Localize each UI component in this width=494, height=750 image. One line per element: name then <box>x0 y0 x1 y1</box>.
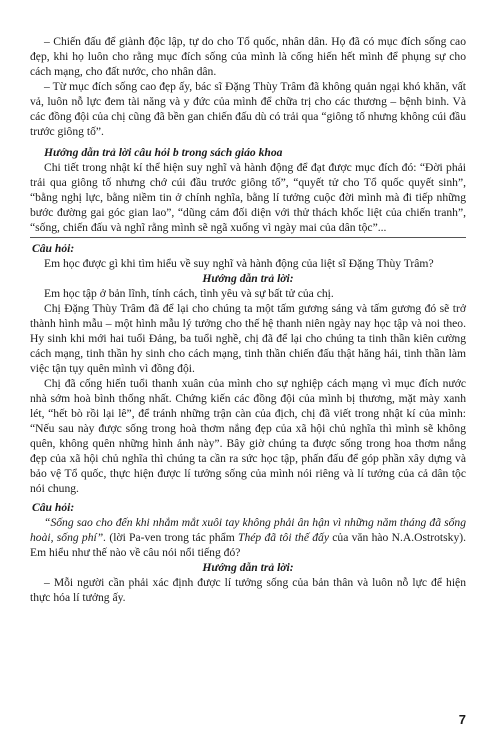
question-text: Em học được gì khi tìm hiểu về suy nghĩ và hành động của liệt sĩ Đặng Thùy Trâm? <box>44 257 434 270</box>
answer-guide-heading-2: Hướng dẫn trả lời: <box>202 561 294 574</box>
quote-source-after: của văn hào N.A.Ostrotsky). Em hiểu như thế nào về câu nói nổi tiếng đó? <box>30 531 466 559</box>
heading-guide-question-b: Hướng dẫn trả lời câu hỏi b trong sách giáo khoa <box>44 146 283 159</box>
answer-paragraph-2: Chị Đặng Thùy Trâm đã để lại cho chúng ta một tấm gương sáng và tấm gương đó sẽ trở thành hình mẫu – một hình mẫu lý tưởng cho thế hệ thanh niên ngày nay học tập và noi theo. Hy sinh khi mới hai tuổi Đảng, ba tuổi nghề, chị đã để lại cho chúng ta tinh thần kiên cường cách mạng, tinh thần hy sinh cho cách mạng, tinh thần chiến đấu thật hăng hái, tinh thần làm việc tận tụy quên mình vì đồng đội. <box>30 302 466 375</box>
page-number: 7 <box>458 712 466 727</box>
famous-quote: “Sống sao cho đến khi nhắm mắt xuôi tay không phải ân hận vì những năm tháng đã sống hoài, sống phí”. <box>30 516 466 544</box>
paragraph-doctor-dang-thuy-tram: – Từ mục đích sống cao đẹp ấy, bác sĩ Đặng Thùy Trâm đã không quản ngại khó khăn, vất vả, luôn nỗ lực đem tài năng và y đức của mình để chữa trị cho các thương – bệnh binh. Và các đồng đội của chị cũng đã bền gan chiến đấu dù có trải qua “giông tố nhưng không cúi đầu trước giông tố”. <box>30 80 466 138</box>
book-title: Thép đã tôi thế đấy <box>238 531 329 544</box>
paragraph-fight-for-independence: – Chiến đấu để giành độc lập, tự do cho Tổ quốc, nhân dân. Họ đã có mục đích sống cao đẹp, khi họ luôn cho rằng mục đích sống của mình là cống hiến hết mình để phụng sự cho cách mạng, cho đất nước, cho nhân dân. <box>30 35 466 78</box>
divider-line <box>30 237 466 238</box>
question-label-2: Câu hỏi: <box>32 501 75 514</box>
answer-paragraph-1: Em học tập ở bản lĩnh, tính cách, tình yêu và sự bất tử của chị. <box>44 287 334 300</box>
answer-guide-heading: Hướng dẫn trả lời: <box>202 272 294 285</box>
question-quote-paragraph <box>30 515 466 560</box>
question-label: Câu hỏi: <box>32 242 75 255</box>
answer-paragraph-3: Chị đã cống hiến tuổi thanh xuân của mình cho sự nghiệp cách mạng vì mục đích nước nhà sớm hoà bình thống nhất. Chứng kiến các đồng đội của mình bị thương, mặt mày xanh lét, “hết bò rồi lại lê”, để tránh những trận càn của địch, chị đã viết trong nhật kí của mình: “Nếu sau này được sống trong hoà thơm nắng đẹp của xã hội chủ nghĩa thì mình sẽ không quên, không quên những hình ảnh này”. Bây giờ chúng ta được sống trong hoa thơm nắng đẹp của xã hội chủ nghĩa thì chúng ta cần ra sức học tập, phấn đấu để góp phần xây dựng và bảo vệ Tổ quốc, thực hiện được lí tưởng sống của mình nói riêng và lí tưởng của cả dân tộc nói chung. <box>30 377 466 495</box>
paragraph-diary-details: Chi tiết trong nhật kí thể hiện suy nghĩ và hành động để đạt được mục đích đó: “Đời phải trải qua giông tố nhưng chớ cúi đầu trước giông tố”, “quyết tử cho Tổ quốc quyết sinh”, “bằng nghị lực, bằng niềm tin ở chính nghĩa, bằng lí tưởng cuộc đời mình mà đi tiếp những bước đường gai góc gian lao”, “dũng cảm đối diện với thử thách khốc liệt của chiến tranh”, “sống, chiến đấu và nghĩ rằng mình sẽ ngã xuống vì ngày mai của dân tộc”... <box>30 161 466 234</box>
quote-source-before: (lời Pa-ven trong tác phẩm <box>106 531 239 544</box>
answer-paragraph-ideal: – Mỗi người cần phải xác định được lí tưởng sống của bản thân và luôn nỗ lực để hiện thực hóa lí tưởng ấy. <box>30 576 466 604</box>
